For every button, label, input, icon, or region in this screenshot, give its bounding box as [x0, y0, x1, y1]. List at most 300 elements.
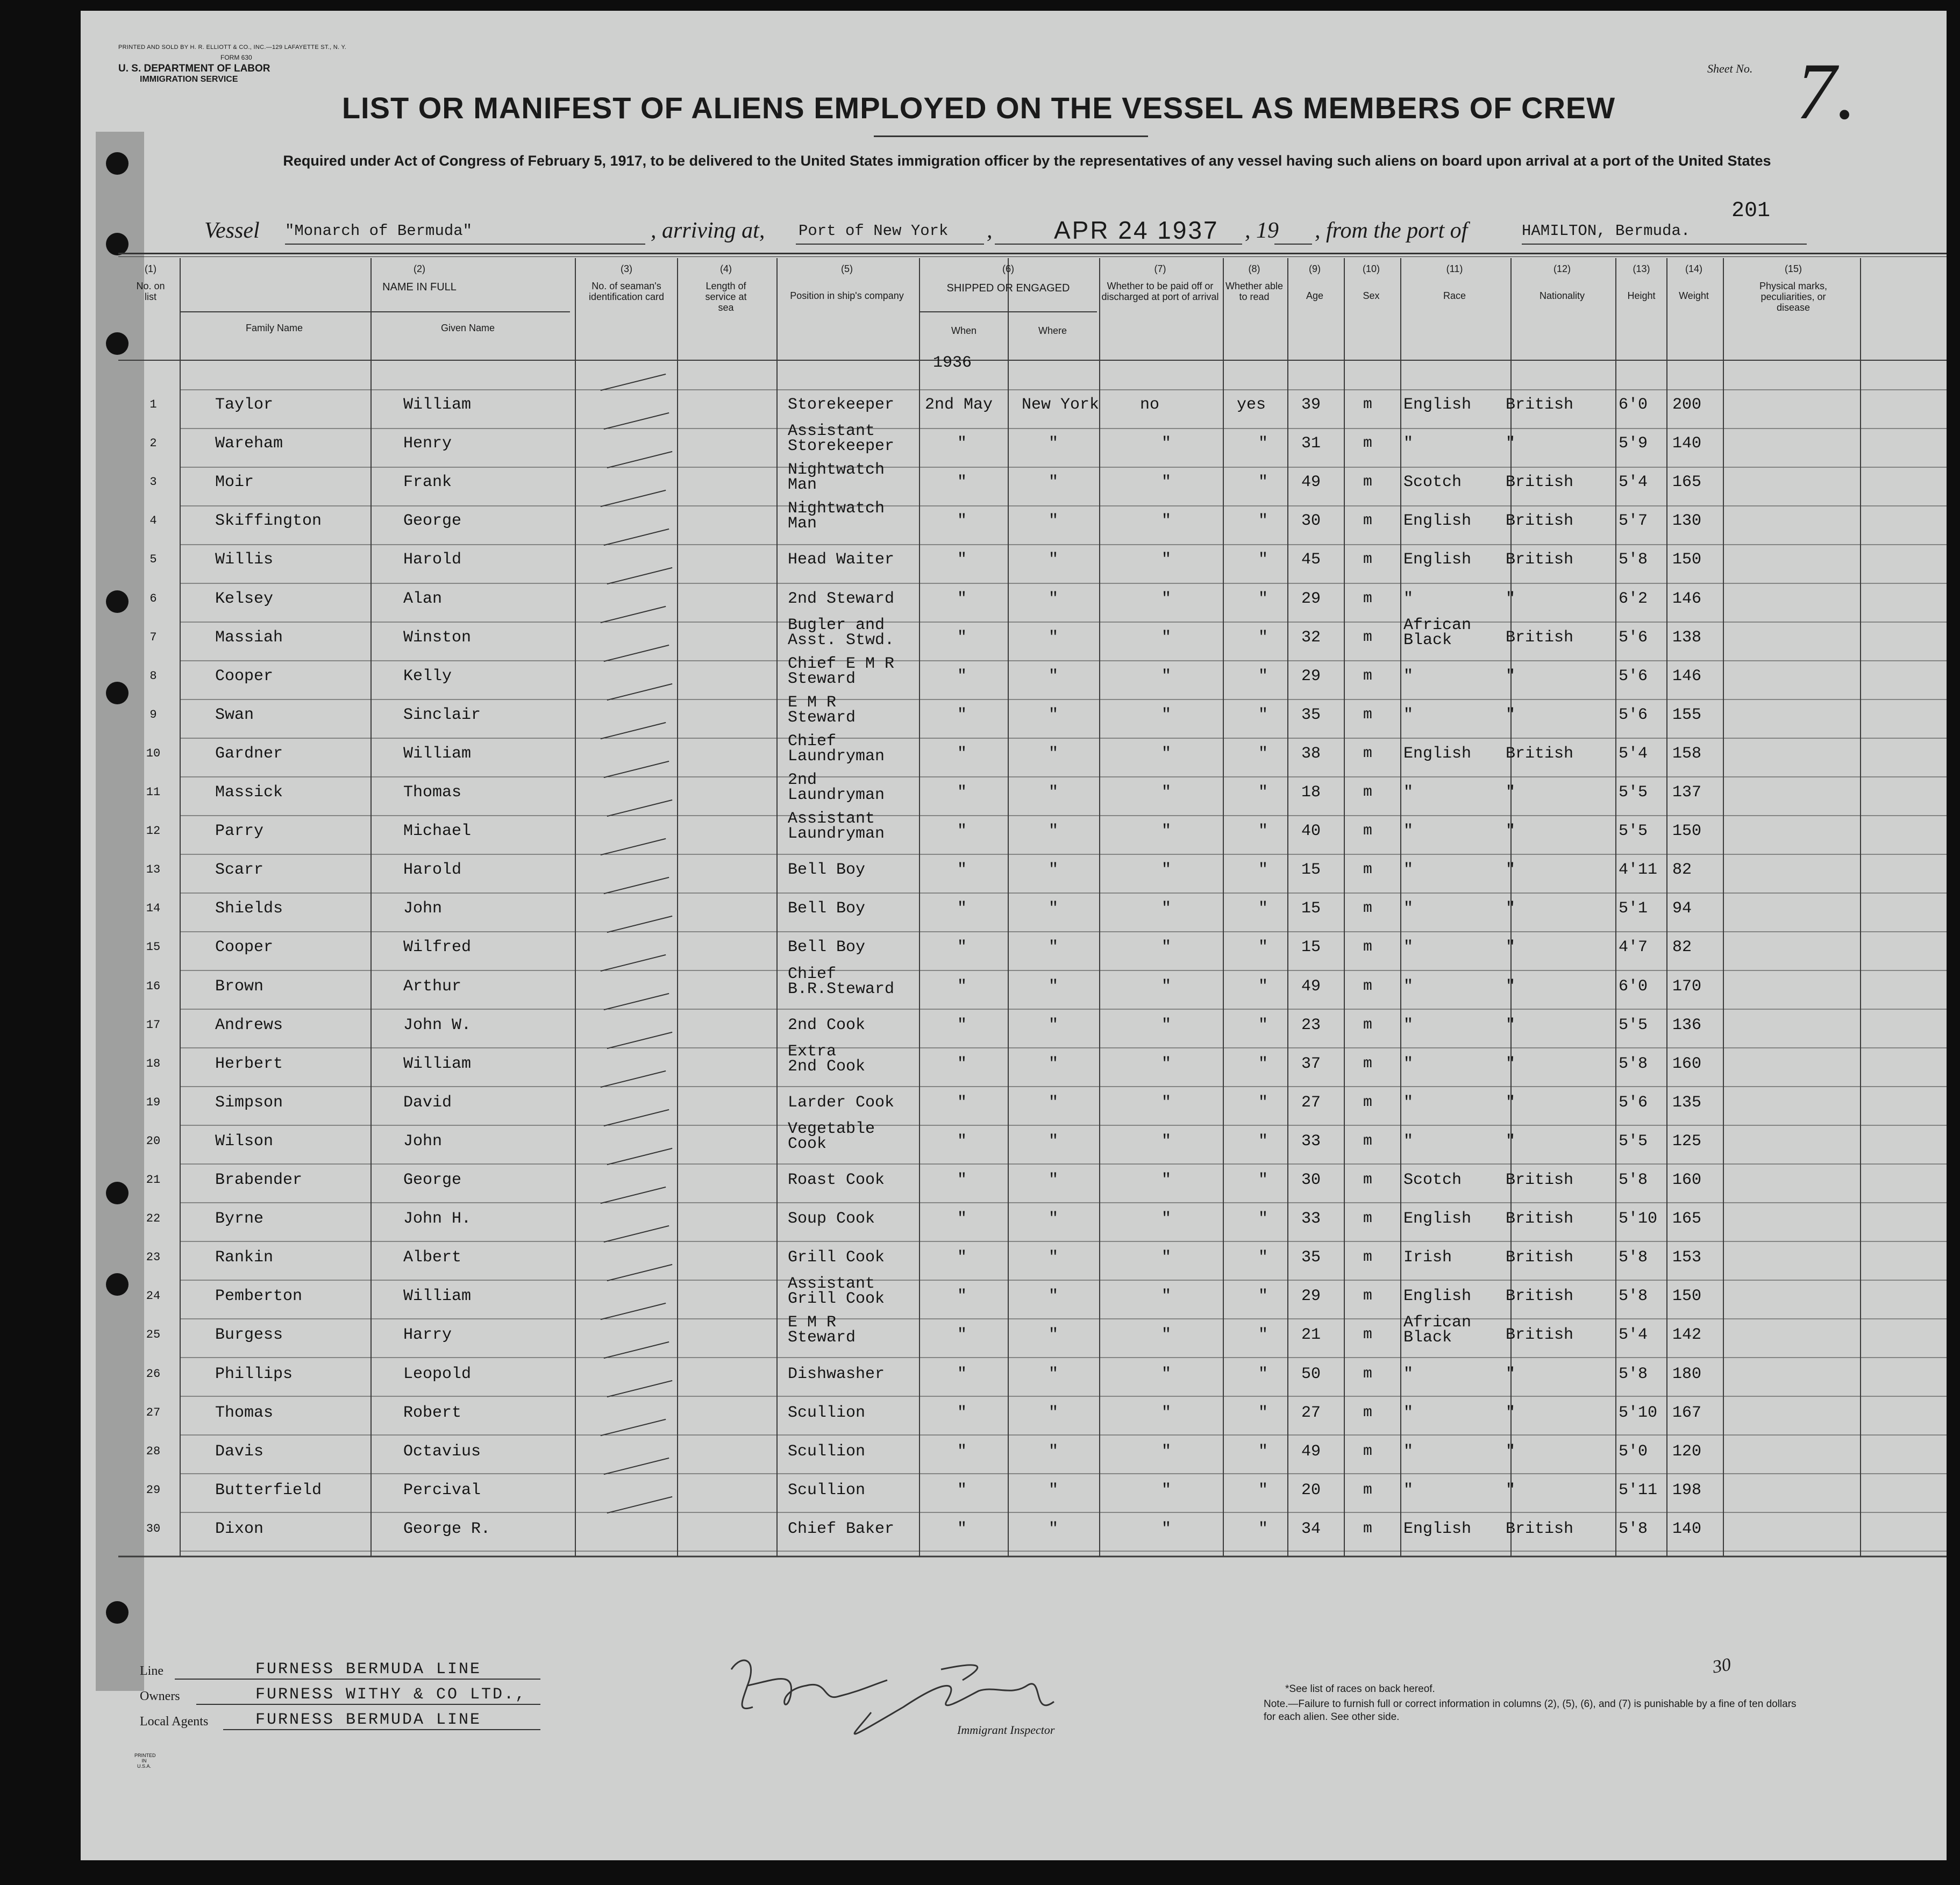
cell-no-on-list: 24	[146, 1289, 161, 1303]
cell-shipped-when: "	[957, 1326, 967, 1345]
cell-no-on-list: 12	[146, 824, 161, 838]
cell-no-on-list: 16	[146, 979, 161, 993]
cell-position: Bell Boy	[788, 899, 866, 918]
cell-paid-off: "	[1161, 1132, 1172, 1151]
sheet-label: Sheet No.	[1707, 62, 1753, 75]
cell-height: 5'5	[1619, 1132, 1648, 1151]
cell-family-name: Simpson	[215, 1093, 283, 1112]
cell-paid-off: "	[1161, 628, 1172, 647]
cell-able-to-read: "	[1258, 628, 1268, 647]
cell-family-name: Thomas	[215, 1403, 274, 1422]
cell-given-name: George	[403, 1171, 462, 1189]
agents-label: Local Agents	[140, 1715, 209, 1729]
cell-position: Larder Cook	[788, 1093, 895, 1112]
cell-given-name: Octavius	[403, 1442, 481, 1461]
cell-position: 2nd Cook	[788, 1016, 866, 1034]
cell-weight: 146	[1672, 589, 1702, 608]
cell-position: Roast Cook	[788, 1171, 885, 1189]
cell-given-name: John	[403, 899, 443, 918]
cell-paid-off: "	[1161, 1519, 1172, 1538]
cell-no-on-list: 1	[149, 398, 157, 411]
cell-family-name: Rankin	[215, 1248, 274, 1267]
cell-sex: m	[1363, 1481, 1372, 1498]
cell-able-to-read: "	[1258, 1519, 1268, 1538]
cell-sex: m	[1363, 977, 1372, 995]
cell-sex: m	[1363, 590, 1372, 607]
cell-race: "	[1403, 667, 1414, 686]
cell-position: Extra 2nd Cook	[788, 1042, 866, 1076]
cell-age: 27	[1301, 1403, 1321, 1422]
cell-family-name: Shields	[215, 899, 283, 918]
cell-sex: m	[1363, 1132, 1372, 1149]
cell-sex: m	[1363, 1055, 1372, 1072]
cell-able-to-read: "	[1258, 705, 1268, 724]
cell-position: Assistant Laundryman	[788, 810, 885, 844]
col-shipped-header: SHIPPED OR ENGAGED	[946, 282, 1070, 294]
col-weight-header: Weight	[1679, 290, 1709, 301]
cell-shipped-where: "	[1049, 667, 1059, 686]
cell-race: "	[1403, 861, 1414, 880]
cell-shipped-where: New York	[1022, 396, 1100, 414]
cell-race: African Black	[1403, 1313, 1472, 1347]
col-when-header: When	[951, 325, 977, 336]
cell-given-name: Winston	[403, 628, 472, 647]
cell-shipped-when: "	[957, 1171, 967, 1189]
cell-sex: m	[1363, 1288, 1372, 1305]
cell-age: 32	[1301, 628, 1321, 647]
cell-sex: m	[1363, 900, 1372, 917]
cell-shipped-where: "	[1049, 1210, 1059, 1229]
cell-paid-off: "	[1161, 1248, 1172, 1267]
cell-weight: 180	[1672, 1365, 1702, 1383]
cell-shipped-when: 2nd May	[925, 396, 993, 414]
cell-family-name: Kelsey	[215, 589, 274, 608]
cell-nationality: "	[1506, 938, 1516, 957]
cell-age: 49	[1301, 1442, 1321, 1461]
cell-race: Scotch	[1403, 1171, 1462, 1189]
cell-no-on-list: 2	[149, 437, 157, 451]
cell-position: Scullion	[788, 1481, 866, 1500]
cell-shipped-when: "	[957, 899, 967, 918]
cell-given-name: William	[403, 1054, 472, 1073]
cell-able-to-read: "	[1258, 1171, 1268, 1189]
cell-nationality: "	[1506, 667, 1516, 686]
cell-shipped-where: "	[1049, 938, 1059, 957]
cell-able-to-read: "	[1258, 938, 1268, 957]
cell-position: 2nd Steward	[788, 589, 895, 608]
cell-height: 4'11	[1619, 861, 1658, 880]
cell-given-name: Frank	[403, 473, 452, 492]
cell-able-to-read: "	[1258, 1248, 1268, 1267]
cell-height: 5'6	[1619, 628, 1648, 647]
cell-nationality: British	[1506, 1171, 1574, 1189]
cell-weight: 142	[1672, 1326, 1702, 1345]
cell-position: Bell Boy	[788, 861, 866, 880]
cell-position: E M R Steward	[788, 693, 856, 727]
col6-number: (6)	[1002, 263, 1014, 274]
cell-shipped-where: "	[1049, 473, 1059, 492]
cell-nationality: British	[1506, 473, 1574, 492]
cell-height: 5'10	[1619, 1210, 1658, 1229]
printer-line: PRINTED AND SOLD BY H. R. ELLIOTT & CO., INC.—129 LAFAYETTE ST., N. Y.	[118, 44, 347, 51]
cell-height: 5'6	[1619, 1093, 1648, 1112]
cell-nationality: British	[1506, 628, 1574, 647]
cell-shipped-where: "	[1049, 744, 1059, 763]
cell-height: 6'0	[1619, 396, 1648, 414]
cell-shipped-when: "	[957, 473, 967, 492]
cell-no-on-list: 25	[146, 1328, 161, 1342]
cell-given-name: Alan	[403, 589, 443, 608]
cell-height: 6'2	[1619, 589, 1648, 608]
cell-age: 18	[1301, 783, 1321, 802]
cell-age: 50	[1301, 1365, 1321, 1383]
arriving-label: , arriving at,	[651, 218, 765, 243]
cell-weight: 150	[1672, 1287, 1702, 1306]
cell-able-to-read: "	[1258, 1287, 1268, 1306]
cell-shipped-where: "	[1049, 1132, 1059, 1151]
cell-able-to-read: "	[1258, 1326, 1268, 1345]
cell-age: 49	[1301, 977, 1321, 996]
cell-position: Nightwatch Man	[788, 461, 885, 495]
cell-height: 5'6	[1619, 667, 1648, 686]
cell-age: 34	[1301, 1519, 1321, 1538]
cell-sex: m	[1363, 861, 1372, 879]
cell-sex: m	[1363, 745, 1372, 762]
cell-shipped-where: "	[1049, 1287, 1059, 1306]
cell-weight: 167	[1672, 1403, 1702, 1422]
cell-shipped-where: "	[1049, 1442, 1059, 1461]
cell-shipped-where: "	[1049, 861, 1059, 880]
owners-value: FURNESS WITHY & CO LTD.,	[255, 1686, 527, 1704]
cell-shipped-when: "	[957, 551, 967, 569]
cell-age: 23	[1301, 1016, 1321, 1034]
cell-paid-off: no	[1140, 396, 1160, 414]
cell-height: 4'7	[1619, 938, 1648, 957]
cell-race: "	[1403, 1481, 1414, 1500]
cell-nationality: British	[1506, 1326, 1574, 1345]
cell-race: "	[1403, 1365, 1414, 1383]
cell-shipped-when: "	[957, 1016, 967, 1034]
cell-age: 29	[1301, 667, 1321, 686]
cell-weight: 198	[1672, 1481, 1702, 1500]
cell-position: Scullion	[788, 1442, 866, 1461]
cell-race: "	[1403, 434, 1414, 453]
col-race-header: Race	[1443, 290, 1466, 301]
cell-weight: 160	[1672, 1171, 1702, 1189]
cell-race: "	[1403, 705, 1414, 724]
cell-no-on-list: 26	[146, 1367, 161, 1381]
cell-position: Chief E M R Steward	[788, 654, 895, 688]
cell-race: English	[1403, 1210, 1472, 1229]
cell-sex: m	[1363, 1443, 1372, 1460]
line-value: FURNESS BERMUDA LINE	[255, 1660, 482, 1679]
col-where-header: Where	[1038, 325, 1067, 336]
cell-no-on-list: 13	[146, 863, 161, 877]
cell-race: "	[1403, 1093, 1414, 1112]
cell-given-name: Sinclair	[403, 705, 481, 724]
cell-no-on-list: 23	[146, 1251, 161, 1265]
col-age-header: Age	[1306, 290, 1324, 301]
cell-position: Storekeeper	[788, 396, 895, 414]
margin-mark: 30	[1710, 1654, 1733, 1677]
cell-sex: m	[1363, 474, 1372, 491]
cell-weight: 170	[1672, 977, 1702, 996]
cell-no-on-list: 27	[146, 1405, 161, 1419]
owners-label: Owners	[140, 1689, 180, 1703]
cell-family-name: Cooper	[215, 667, 274, 686]
cell-age: 15	[1301, 899, 1321, 918]
cell-able-to-read: yes	[1237, 396, 1266, 414]
cell-able-to-read: "	[1258, 861, 1268, 880]
cell-given-name: Arthur	[403, 977, 462, 996]
cell-sex: m	[1363, 1172, 1372, 1188]
cell-no-on-list: 3	[149, 475, 157, 489]
cell-height: 5'4	[1619, 473, 1648, 492]
cell-nationality: "	[1506, 899, 1516, 918]
cell-height: 5'11	[1619, 1481, 1658, 1500]
agents-value: FURNESS BERMUDA LINE	[255, 1711, 482, 1729]
cell-sex: m	[1363, 706, 1372, 723]
cell-weight: 155	[1672, 705, 1702, 724]
cell-height: 5'8	[1619, 1248, 1648, 1267]
form-number: FORM 630	[220, 54, 252, 61]
col-no-on-list-header: No. on list	[136, 281, 165, 302]
line-label: Line	[140, 1664, 163, 1678]
cell-weight: 125	[1672, 1132, 1702, 1151]
cell-no-on-list: 30	[146, 1522, 161, 1536]
col-position-header: Position in ship's company	[790, 290, 904, 301]
cell-paid-off: "	[1161, 1326, 1172, 1345]
cell-age: 38	[1301, 744, 1321, 763]
cell-weight: 200	[1672, 396, 1702, 414]
cell-nationality: "	[1506, 1442, 1516, 1461]
col-paid-off-header: Whether to be paid off or discharged at port of arrival	[1101, 281, 1219, 302]
cell-position: Grill Cook	[788, 1248, 885, 1267]
cell-paid-off: "	[1161, 589, 1172, 608]
cell-weight: 153	[1672, 1248, 1702, 1267]
cell-race: "	[1403, 1442, 1414, 1461]
col-physical-marks-header: Physical marks, peculiarities, or disease	[1759, 281, 1828, 313]
vessel-name: "Monarch of Bermuda"	[285, 222, 473, 240]
cell-height: 5'5	[1619, 783, 1648, 802]
cell-family-name: Massiah	[215, 628, 283, 647]
cell-position: Nightwatch Man	[788, 499, 885, 533]
department-line: U. S. DEPARTMENT OF LABOR	[118, 63, 270, 74]
cell-shipped-when: "	[957, 628, 967, 647]
cell-position: Vegetable Cook	[788, 1119, 875, 1153]
cell-age: 45	[1301, 551, 1321, 569]
cell-shipped-where: "	[1049, 1171, 1059, 1189]
cell-paid-off: "	[1161, 1210, 1172, 1229]
cell-nationality: "	[1506, 1016, 1516, 1034]
cell-age: 40	[1301, 822, 1321, 841]
year-label: , 19	[1245, 218, 1279, 243]
col14-number: (14)	[1685, 263, 1702, 274]
cell-able-to-read: "	[1258, 783, 1268, 802]
cell-given-name: Albert	[403, 1248, 462, 1267]
cell-given-name: William	[403, 396, 472, 414]
cell-able-to-read: "	[1258, 551, 1268, 569]
col3-number: (3)	[621, 263, 632, 274]
cell-race: English	[1403, 1519, 1472, 1538]
cell-shipped-when: "	[957, 977, 967, 996]
cell-nationality: British	[1506, 1287, 1574, 1306]
cell-nationality: British	[1506, 744, 1574, 763]
cell-weight: 136	[1672, 1016, 1702, 1034]
sheet-number: 7.	[1796, 47, 1857, 136]
cell-no-on-list: 17	[146, 1018, 161, 1032]
cell-no-on-list: 4	[149, 514, 157, 528]
cell-family-name: Moir	[215, 473, 254, 492]
cell-shipped-when: "	[957, 1442, 967, 1461]
page-subtitle: Required under Act of Congress of February 5, 1917, to be delivered to the United States immigration officer by the representatives of any vessel having such aliens on board upon arrival at a port of the United States	[283, 153, 1771, 169]
cell-shipped-where: "	[1049, 628, 1059, 647]
cell-race: English	[1403, 744, 1472, 763]
cell-given-name: Thomas	[403, 783, 462, 802]
cell-sex: m	[1363, 1210, 1372, 1227]
cell-paid-off: "	[1161, 1287, 1172, 1306]
list-code: 201	[1731, 199, 1771, 223]
cell-height: 5'8	[1619, 1171, 1648, 1189]
cell-no-on-list: 22	[146, 1212, 161, 1226]
cell-position: 2nd Laundryman	[788, 771, 885, 804]
cell-shipped-when: "	[957, 1210, 967, 1229]
cell-position: Bell Boy	[788, 938, 866, 957]
col-height-header: Height	[1627, 290, 1656, 301]
cell-race: "	[1403, 899, 1414, 918]
cell-height: 5'5	[1619, 822, 1648, 841]
cell-able-to-read: "	[1258, 589, 1268, 608]
cell-shipped-where: "	[1049, 899, 1059, 918]
cell-shipped-where: "	[1049, 1054, 1059, 1073]
cell-able-to-read: "	[1258, 1210, 1268, 1229]
cell-height: 5'1	[1619, 899, 1648, 918]
cell-shipped-when: "	[957, 589, 967, 608]
cell-given-name: William	[403, 744, 472, 763]
cell-shipped-when: "	[957, 1132, 967, 1151]
cell-weight: 82	[1672, 861, 1692, 880]
cell-shipped-where: "	[1049, 512, 1059, 531]
cell-sex: m	[1363, 512, 1372, 530]
cell-shipped-when: "	[957, 1287, 967, 1306]
cell-shipped-where: "	[1049, 1248, 1059, 1267]
cell-race: "	[1403, 1403, 1414, 1422]
cell-position: Chief Laundryman	[788, 732, 885, 766]
cell-able-to-read: "	[1258, 1365, 1268, 1383]
cell-shipped-where: "	[1049, 1481, 1059, 1500]
col-family-name-header: Family Name	[245, 323, 303, 333]
cell-paid-off: "	[1161, 1481, 1172, 1500]
cell-shipped-when: "	[957, 512, 967, 531]
cell-given-name: Henry	[403, 434, 452, 453]
cell-family-name: Brabender	[215, 1171, 303, 1189]
cell-height: 5'8	[1619, 1519, 1648, 1538]
cell-given-name: Leopold	[403, 1365, 472, 1383]
cell-family-name: Phillips	[215, 1365, 293, 1383]
cell-age: 39	[1301, 396, 1321, 414]
cell-age: 30	[1301, 512, 1321, 531]
cell-shipped-when: "	[957, 667, 967, 686]
cell-height: 5'8	[1619, 1287, 1648, 1306]
cell-position: Head Waiter	[788, 551, 895, 569]
cell-nationality: British	[1506, 1519, 1574, 1538]
cell-able-to-read: "	[1258, 1442, 1268, 1461]
cell-given-name: Michael	[403, 822, 472, 841]
cell-able-to-read: "	[1258, 899, 1268, 918]
cell-able-to-read: "	[1258, 473, 1268, 492]
cell-paid-off: "	[1161, 1403, 1172, 1422]
cell-weight: 146	[1672, 667, 1702, 686]
cell-shipped-where: "	[1049, 1403, 1059, 1422]
cell-weight: 140	[1672, 1519, 1702, 1538]
cell-paid-off: "	[1161, 1093, 1172, 1112]
cell-age: 30	[1301, 1171, 1321, 1189]
cell-shipped-where: "	[1049, 551, 1059, 569]
cell-paid-off: "	[1161, 1054, 1172, 1073]
cell-no-on-list: 28	[146, 1444, 161, 1458]
cell-nationality: "	[1506, 783, 1516, 802]
cell-sex: m	[1363, 1365, 1372, 1382]
cell-paid-off: "	[1161, 899, 1172, 918]
cell-race: "	[1403, 822, 1414, 841]
cell-able-to-read: "	[1258, 1403, 1268, 1422]
cell-shipped-when: "	[957, 1093, 967, 1112]
cell-weight: 137	[1672, 783, 1702, 802]
cell-age: 35	[1301, 705, 1321, 724]
col9-number: (9)	[1309, 263, 1321, 274]
cell-nationality: "	[1506, 1132, 1516, 1151]
cell-paid-off: "	[1161, 1442, 1172, 1461]
cell-given-name: Wilfred	[403, 938, 472, 957]
cell-weight: 150	[1672, 822, 1702, 841]
cell-family-name: Willis	[215, 551, 274, 569]
cell-nationality: "	[1506, 434, 1516, 453]
cell-given-name: George	[403, 512, 462, 531]
cell-age: 29	[1301, 1287, 1321, 1306]
cell-paid-off: "	[1161, 1171, 1172, 1189]
col4-number: (4)	[720, 263, 732, 274]
cell-position: Chief B.R.Steward	[788, 965, 895, 998]
cell-given-name: Percival	[403, 1481, 481, 1500]
cell-position: Assistant Storekeeper	[788, 422, 895, 456]
cell-given-name: Robert	[403, 1403, 462, 1422]
cell-able-to-read: "	[1258, 1093, 1268, 1112]
col-id-card-header: No. of seaman's identification card	[588, 281, 665, 302]
cell-sex: m	[1363, 667, 1372, 684]
cell-nationality: "	[1506, 1054, 1516, 1073]
cell-given-name: Harold	[403, 861, 462, 880]
cell-able-to-read: "	[1258, 434, 1268, 453]
cell-able-to-read: "	[1258, 512, 1268, 531]
cell-height: 5'6	[1619, 705, 1648, 724]
cell-weight: 94	[1672, 899, 1692, 918]
cell-weight: 158	[1672, 744, 1702, 763]
cell-race: "	[1403, 1054, 1414, 1073]
cell-age: 33	[1301, 1210, 1321, 1229]
cell-shipped-where: "	[1049, 822, 1059, 841]
col-length-service-header: Length of service at sea	[705, 281, 747, 313]
cell-family-name: Wareham	[215, 434, 283, 453]
cell-shipped-when: "	[957, 1403, 967, 1422]
cell-sex: m	[1363, 629, 1372, 646]
cell-sex: m	[1363, 784, 1372, 801]
cell-sex: m	[1363, 939, 1372, 956]
cell-shipped-where: "	[1049, 1093, 1059, 1112]
cell-position: Dishwasher	[788, 1365, 885, 1383]
col-sex-header: Sex	[1363, 290, 1380, 301]
cell-paid-off: "	[1161, 938, 1172, 957]
cell-shipped-when: "	[957, 938, 967, 957]
